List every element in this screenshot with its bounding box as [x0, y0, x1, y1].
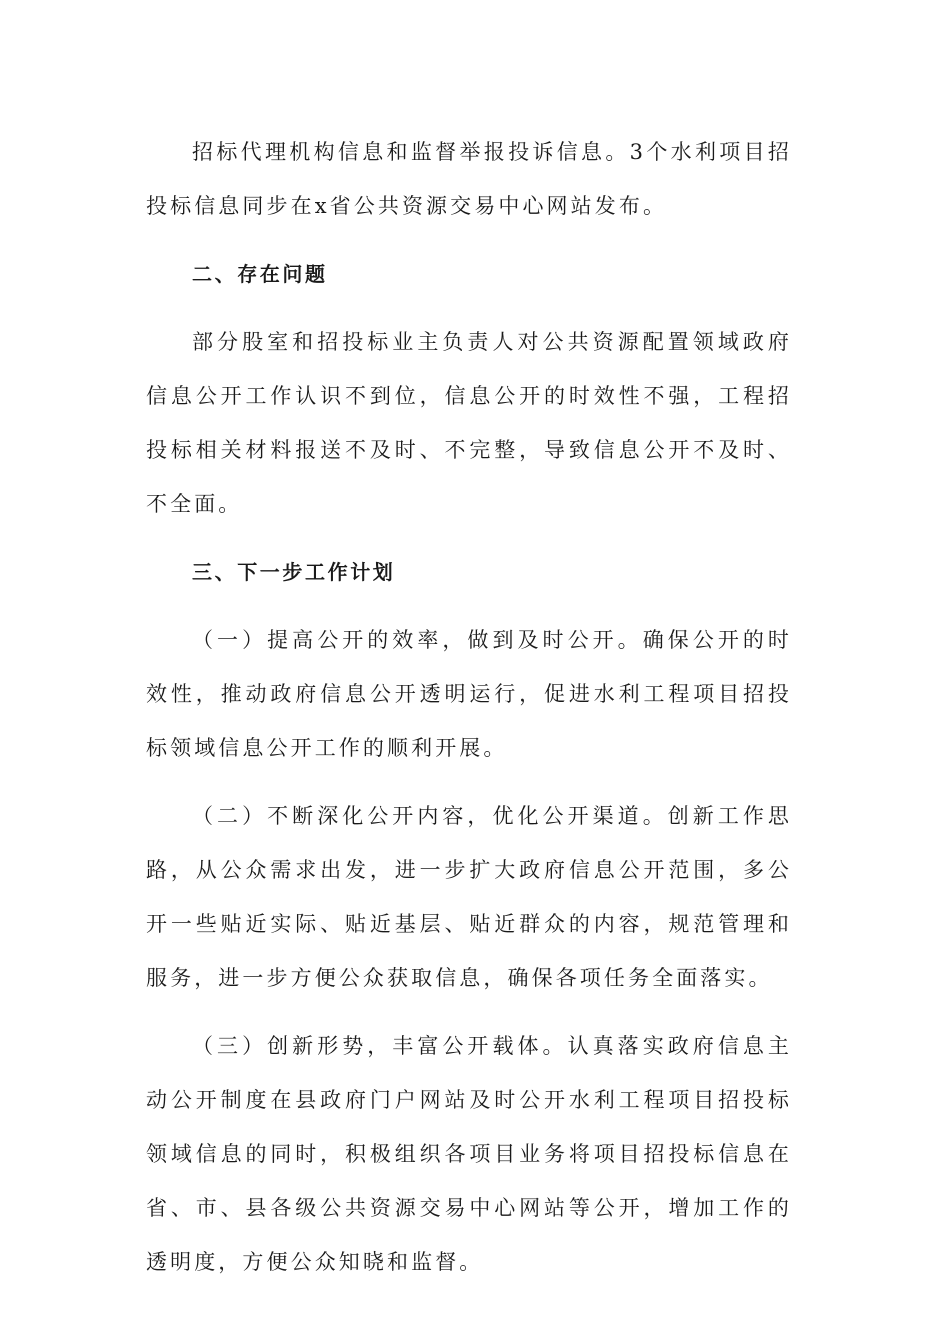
- paragraph-plan-3: （三）创新形势，丰富公开载体。认真落实政府信息主动公开制度在县政府门户网站及时公开水利工程项目招投标领域信息的同时，积极组织各项目业务将项目招投标信息在省、市、县各级公共资源交易中心网站等公开，增加工作的透明度，方便公众知晓和监督。: [146, 1034, 792, 1274]
- section-heading-next-plan: 三、下一步工作计划: [192, 560, 396, 584]
- document-body: [146, 125, 792, 1303]
- paragraph-problems: 部分股室和招投标业主负责人对公共资源配置领域政府信息公开工作认识不到位，信息公开的时效性不强，工程招投标相关材料报送不及时、不完整，导致信息公开不及时、不全面。: [146, 330, 792, 516]
- paragraph-continuation: 招标代理机构信息和监督举报投诉信息。3个水利项目招投标信息同步在x省公共资源交易中心网站发布。: [146, 140, 792, 218]
- paragraph-plan-2: （二）不断深化公开内容，优化公开渠道。创新工作思路，从公众需求出发，进一步扩大政府信息公开范围，多公开一些贴近实际、贴近基层、贴近群众的内容，规范管理和服务，进一步方便公众获取信息，确保各项任务全面落实。: [146, 804, 792, 990]
- section-heading-problems: 二、存在问题: [192, 262, 328, 286]
- paragraph-plan-1: （一）提高公开的效率，做到及时公开。确保公开的时效性，推动政府信息公开透明运行，促进水利工程项目招投标领域信息公开工作的顺利开展。: [146, 628, 792, 760]
